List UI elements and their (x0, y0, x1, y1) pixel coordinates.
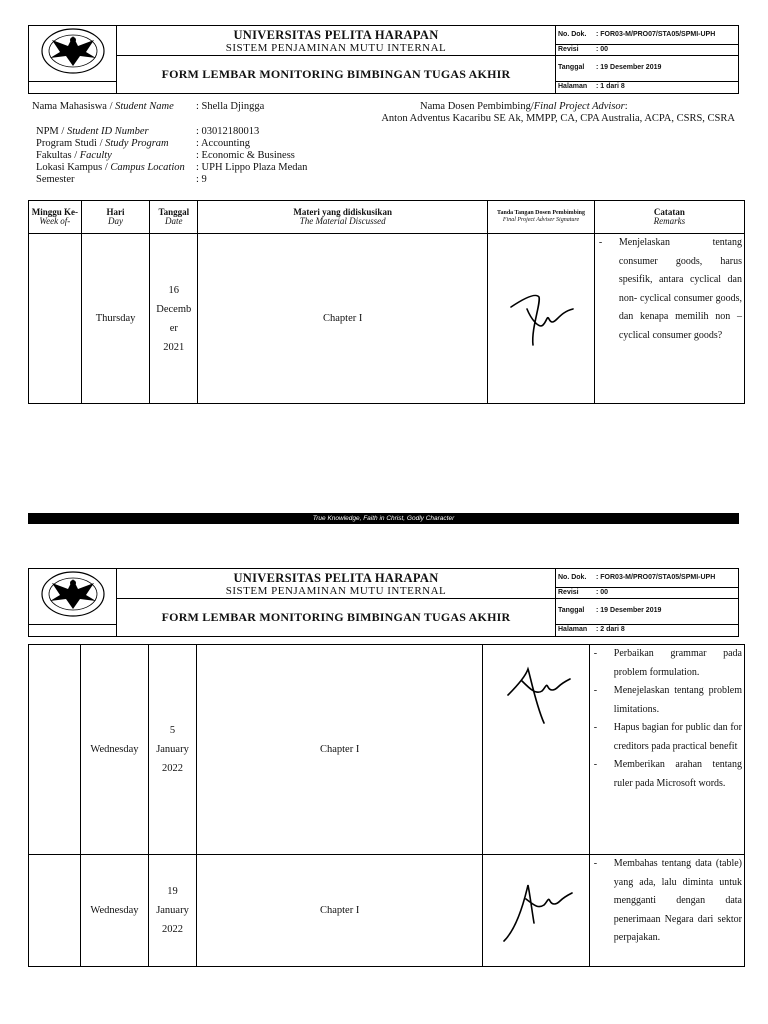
student-name: Shella Djingga (201, 101, 265, 112)
row-week (29, 855, 81, 967)
university-name: UNIVERSITAS PELITA HARAPAN (233, 27, 439, 42)
revision: Revisi : 00 (556, 45, 739, 56)
document-header-page-2 (28, 568, 739, 634)
advisor-signature (483, 855, 589, 967)
row-date: 16 Decemb er 2021 (150, 234, 198, 404)
quality-system-name: SISTEM PENJAMINAN MUTU INTERNAL (225, 584, 447, 597)
university-logo (29, 569, 117, 625)
monitoring-table-page-1 (28, 200, 745, 404)
row-date: 19 January 2022 (149, 855, 197, 967)
row-date: 5 January 2022 (149, 645, 197, 855)
col-material: Materi yang didiskusikan The Material Discussed (198, 201, 488, 234)
row-remarks: - Perbaikan grammar pada problem formulation. - Menejelaskan tentang problem limitations. - Hapus bagian for public dan for creditors pada practical benefit - Memberikan arahan tentang ruler pada Microsoft words. (589, 645, 744, 855)
row-day: Thursday (81, 234, 150, 404)
table-row (29, 855, 745, 967)
university-logo (29, 26, 117, 82)
page-number: Halaman : 1 dari 8 (556, 82, 739, 94)
advisor-signature (483, 645, 589, 855)
eagle-seal-icon (38, 569, 108, 619)
study-program: Accounting (200, 138, 250, 149)
row-material: Chapter I (198, 234, 488, 404)
table-row (29, 234, 745, 404)
row-day: Wednesday (80, 645, 149, 855)
form-title: FORM LEMBAR MONITORING BIMBINGAN TUGAS AKHIR (117, 56, 556, 94)
col-signature: Tanda Tangan Dosen Pembimbing Final Project Adviser Signature (488, 201, 595, 234)
table-row (29, 645, 745, 855)
page-number: Halaman : 2 dari 8 (556, 625, 739, 637)
col-week: Minggu Ke- Week of- (29, 201, 82, 234)
row-day: Wednesday (80, 855, 149, 967)
row-material: Chapter I (196, 645, 483, 855)
monitoring-table-page-2 (28, 644, 745, 967)
campus-location: UPH Lippo Plaza Medan (201, 162, 308, 173)
col-remarks: Catatan Remarks (594, 201, 744, 234)
row-remarks: - Membahas tentang data (table) yang ada, lalu diminta untuk mengganti dengan data penerimaan Negara dari sektor perpajakan. (589, 855, 744, 967)
col-date: Tanggal Date (150, 201, 198, 234)
university-name: UNIVERSITAS PELITA HARAPAN (233, 570, 439, 585)
issue-date: Tanggal : 19 Desember 2019 (556, 599, 739, 625)
col-day: Hari Day (81, 201, 150, 234)
student-id: 03012180013 (201, 126, 260, 137)
eagle-seal-icon (38, 26, 108, 76)
table-header-row (29, 201, 745, 234)
revision: Revisi : 00 (556, 588, 739, 599)
footer-tagline: True Knowledge, Faith in Christ, Godly Character (28, 513, 739, 524)
doc-number: No. Dok. : FOR03-M/PRO07/STA05/SPMI-UPH (556, 26, 739, 45)
row-remarks: - Menjelaskan tentang consumer goods, harus spesifik, antara cyclical dan non- cyclical consumer goods, dan kenapa memilih non – cyclical consumer goods? (594, 234, 744, 404)
advisor-signature (488, 234, 595, 404)
advisor-label: Nama Dosen Pembimbing/Final Project Advisor: (420, 101, 628, 112)
document-header-page-1 (28, 25, 739, 91)
issue-date: Tanggal : 19 Desember 2019 (556, 56, 739, 82)
form-title: FORM LEMBAR MONITORING BIMBINGAN TUGAS AKHIR (117, 599, 556, 637)
row-material: Chapter I (196, 855, 483, 967)
advisor-name: Anton Adventus Kacaribu SE Ak, MMPP, CA, CPA Australia, ACPA, CSRS, CSRA (381, 113, 735, 124)
student-info: Nama Mahasiswa / Student Name : Shella Djingga Nama Dosen Pembimbing/Final Project Advisor: Anton Adventus Kacaribu SE Ak, MMPP, CA, CPA Australia, ACPA, CSRS, CSRA NPM / Student ID Number : 03012180013 Program Studi / Study Program : Accounting Fakultas / Faculty : Economic & Business Lokasi Kampus / Campus Location : UPH Lippo Plaza Medan Semester : 9 (32, 101, 735, 185)
semester: 9 (201, 174, 207, 185)
row-week (29, 234, 82, 404)
faculty: Economic & Business (201, 150, 295, 161)
row-week (29, 645, 81, 855)
quality-system-name: SISTEM PENJAMINAN MUTU INTERNAL (225, 41, 447, 54)
doc-number: No. Dok. : FOR03-M/PRO07/STA05/SPMI-UPH (556, 569, 739, 588)
